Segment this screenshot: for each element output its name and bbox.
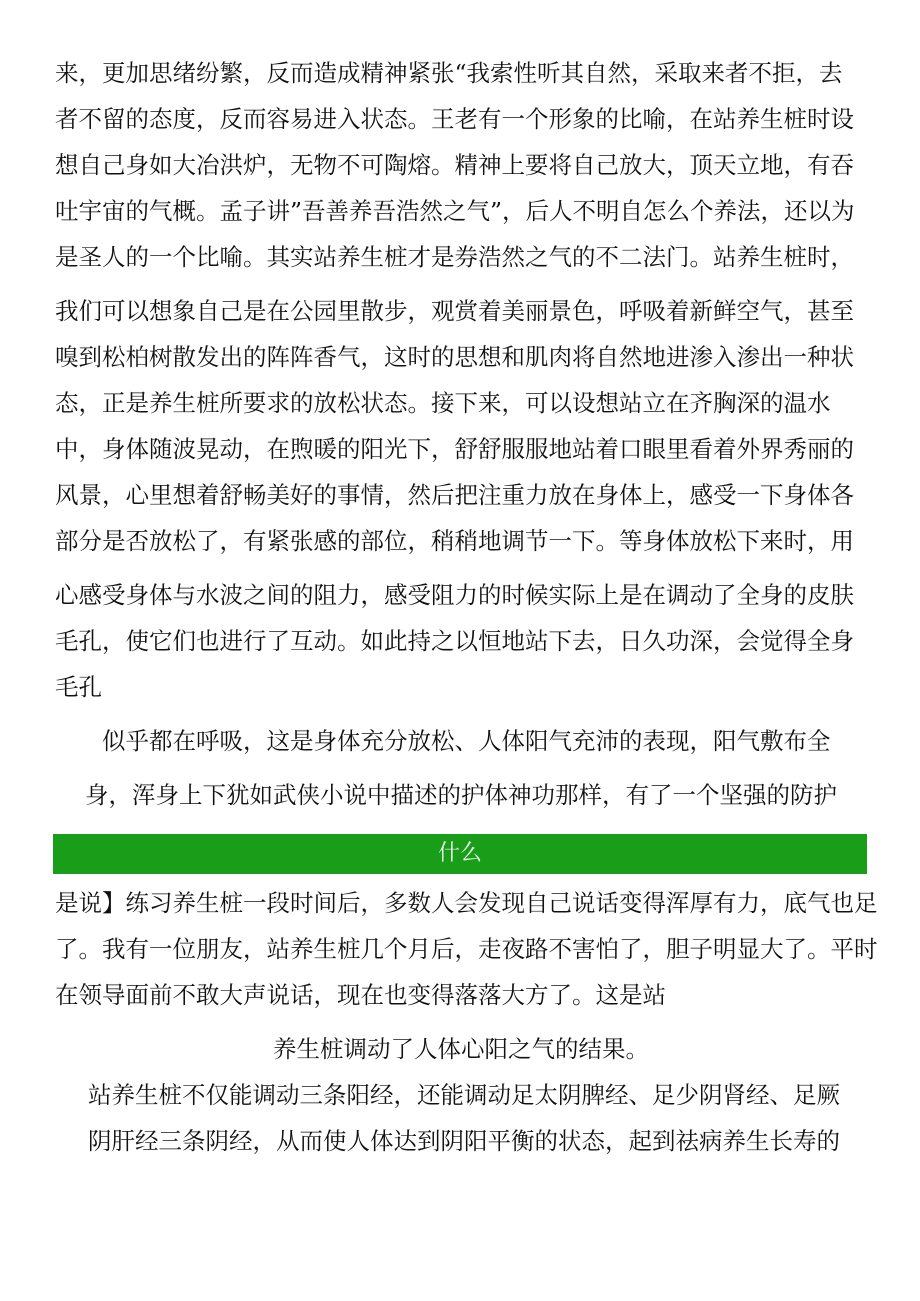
text-line: 似乎都在呼吸，这是身体充分放松、人体阳气充沛的表现，阳气敷布全	[102, 727, 831, 755]
text-line: 毛孔	[55, 673, 102, 701]
text-line: 风景，心里想着舒畅美好的事情，然后把注重力放在身体上，感受一下身体各	[55, 481, 854, 509]
text-line: 阴肝经三条阴经，从而使人体达到阴阳平衡的状态，起到祛病养生长寿的	[88, 1127, 840, 1155]
text-line: 心感受身体与水波之间的阻力，感受阻力的时候实际上是在调动了全身的皮肤	[55, 581, 854, 609]
text-line: 身，浑身上下犹如武侠小说中描述的护体神功那样，有了一个坚强的防护	[85, 781, 837, 809]
text-line: 嗅到松柏树散发出的阵阵香气，这时的思想和肌肉将自然地进渗入渗出一种状	[55, 343, 854, 371]
centered-line: 养生桩调动了人体心阳之气的结果。	[273, 1035, 649, 1063]
text-line: 态，正是养生桩所要求的放松状态。接下来，可以设想站立在齐胸深的温水	[55, 389, 831, 417]
text-line: 想自己身如大冶洪炉，无物不可陶熔。精神上要将自己放大，顶天立地，有吞	[55, 151, 854, 179]
text-line: 中，身体随波晃动，在煦暖的阳光下，舒舒服服地站着口眼里看着外界秀丽的	[55, 435, 854, 463]
text-line: 者不留的态度，反而容易进入状态。王老有一个形象的比喻，在站养生桩时设	[55, 105, 854, 133]
text-line: 毛孔，使它们也进行了互动。如此持之以恒地站下去，日久功深，会觉得全身	[55, 627, 854, 655]
text-line: 是说】练习养生桩一段时间后，多数人会发现自己说话变得浑厚有力，底气也足	[55, 889, 878, 917]
text-line: 在领导面前不敢大声说话，现在也变得落落大方了。这是站	[55, 981, 666, 1009]
text-line: 部分是否放松了，有紧张感的部位，稍稍地调节一下。等身体放松下来时，用	[55, 527, 854, 555]
section-banner: 什么	[53, 834, 867, 874]
text-line: 站养生桩不仅能调动三条阳经，还能调动足太阴脾经、足少阴肾经、足厥	[88, 1081, 840, 1109]
text-line: 我们可以想象自己是在公园里散步，观赏着美丽景色，呼吸着新鲜空气，甚至	[55, 297, 854, 325]
text-line: 是圣人的一个比喻。其实站养生桩才是券浩然之气的不二法门。站养生桩时，	[55, 243, 854, 271]
text-line: 来，更加思绪纷繁，反而造成精神紧张“我索性听其自然，采取来者不拒，去	[55, 59, 843, 87]
text-line: 吐宇宙的气概。孟子讲”吾善养吾浩然之气”，后人不明自怎么个养法，还以为	[55, 197, 855, 225]
text-line: 了。我有一位朋友，站养生桩几个月后，走夜路不害怕了，胆子明显大了。平时	[55, 935, 878, 963]
